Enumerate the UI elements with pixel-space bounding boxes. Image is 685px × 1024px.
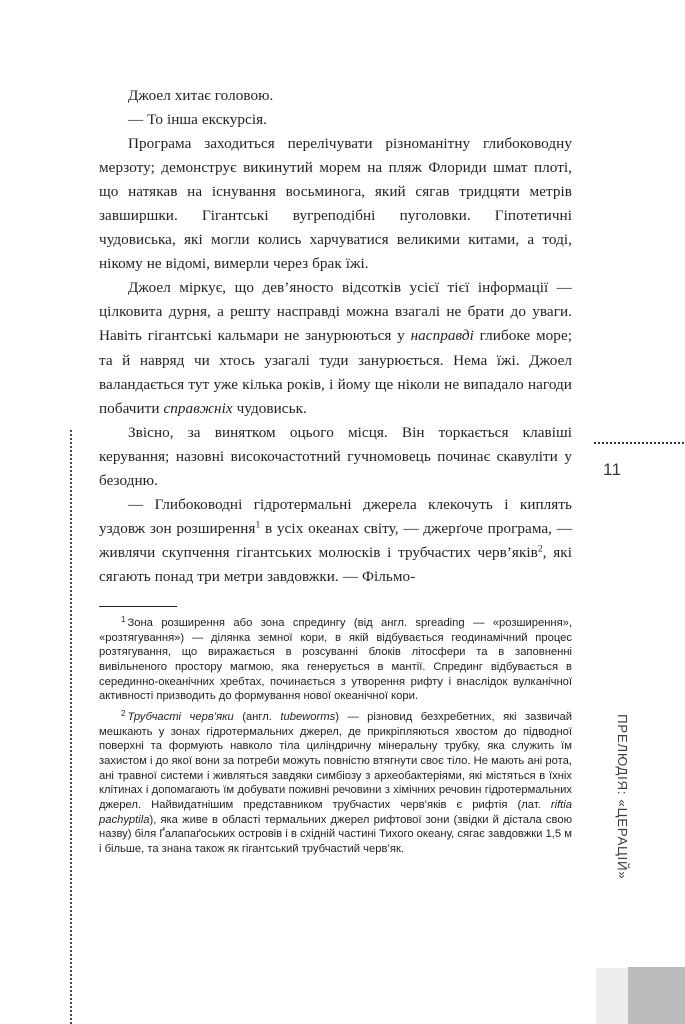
paragraph-text-part: в усіх океанах світу, — джерґоче програма, — живлячи скупчення гігантських молюсків і трубчастих черв’яків <box>99 519 572 561</box>
paragraph-text-part: Джоел міркує, що дев’яносто відсотків усієї тієї інформації — цілковита дурня, а решту насправді можна взагалі не брати до уваги. Навіть гігантські кальмари не занурюються у <box>99 279 572 345</box>
footnote-item <box>99 710 572 857</box>
footnote-item <box>99 616 572 704</box>
footnote-block <box>99 606 572 857</box>
page-number: 11 <box>603 460 622 479</box>
footnote-term-latin: riftia pachyptila <box>99 798 572 826</box>
paragraph-text-part: глибоке море; та й навряд чи хтось узагалі туди занурюється. Нема їжі. Джоел валандається тут уже кілька років, і йому ще ніколи не випадало нагоди побачити <box>99 327 572 417</box>
footnote-term-english: tubeworms <box>280 710 336 723</box>
right-margin-furniture <box>594 0 685 1024</box>
paragraph-with-italics <box>99 276 572 420</box>
footnote-separator-rule <box>99 606 177 607</box>
footnote-text-part: ), яка живе в області термальних джерел рифтової зони (звідки й дістала свою назву) біля Ґалапаґоських островів і в східній частині Тихого океану, сягає завдовжки 1,5 м і більше, та знана також як гігантський трубчастий черв’як. <box>99 813 572 855</box>
footnote-number: 2 <box>121 708 126 718</box>
footnote-number: 1 <box>121 615 126 624</box>
paragraph-text-part: , які сягають понад три метри завдовжки. — Фільмо- <box>99 543 572 585</box>
main-text-column <box>99 84 572 589</box>
paragraph: Звісно, за винятком оцього місця. Він торкається клавіші керування; назовні високочастотний гучномовець починає скавуліти у безодню. <box>99 423 572 489</box>
footnote-term: Трубчасті черв’яки <box>127 710 234 723</box>
folio-dotted-rule <box>594 442 685 444</box>
footnote-ref-2[interactable]: 2 <box>537 543 543 555</box>
footnote-text: Зона розширення або зона спредингу (від англ. spreading — «розширення», «розтягування») — ділянка земної кори, в якій відбувається геодинамічний процес розтягування, що виражається в розсуванні блоків літосфери та в заповненні вивільненого простору магмою, яка генерується в мантії. Спрединг відбувається в серединно-океанічних хребтах, починається з утворення рифту і внаслідок вулканічної активності призводить до формування нової океанічної кори. <box>99 617 572 703</box>
paragraph: Програма заходиться перелічувати різноманітну глибоководну мерзоту; демонструє викинутий морем на пляж Флориди шмат плоті, що натякав на існування восьминога, який сягав тридцяти метрів завширшки. Гігантські вугреподібні пуголовки. Гіпотетичні чудовиська, які могли колись харчуватися великими китами, а тоді, нікому не відомі, вимерли через брак їжі. <box>99 135 572 273</box>
paragraph: Джоел хитає головою. <box>128 87 274 104</box>
paragraph-text-part: чудовиськ. <box>232 399 307 417</box>
footnote-text-part: (англ. <box>233 710 281 723</box>
italic-emphasis: насправді <box>410 327 474 345</box>
running-head-vertical: ПРЕЛЮДІЯ: «ЦЕРАЦІЙ» <box>615 714 630 880</box>
footnote-ref-1[interactable]: 1 <box>255 519 261 531</box>
edge-dotted-rule <box>70 430 72 1024</box>
paragraph-with-footnote-refs <box>99 493 572 589</box>
paragraph-text-part: — Глибоководні гідротермальні джерела клекочуть і киплять уздовж зон розширення <box>99 495 572 537</box>
footnote-text-part: ) — різновид безхребетних, які зазвичай мешкають у зонах гідротермальних джерел, де прикріпляються хвостом до підводної поверхні та формують навколо тіла циліндричну мінеральну трубку, яка служить їм захистом і до якої вони за потреби можуть повністю втягнути своє тіло. Не мають ані рота, ані травної системи і живляться завдяки симбіозу з археобактеріями, які містяться в їхніх клітинах і допомагають їм добувати поживні речовини з хімічних речовин гідротермальних джерел. Найвидатнішим представником трубчастих черв’яків є рифтія (лат. <box>99 710 572 811</box>
corner-block-light <box>596 968 629 1024</box>
corner-block-dark <box>628 967 685 1024</box>
italic-emphasis: справжніх <box>163 399 233 417</box>
paragraph-dialogue: — То інша екскурсія. <box>128 111 267 129</box>
